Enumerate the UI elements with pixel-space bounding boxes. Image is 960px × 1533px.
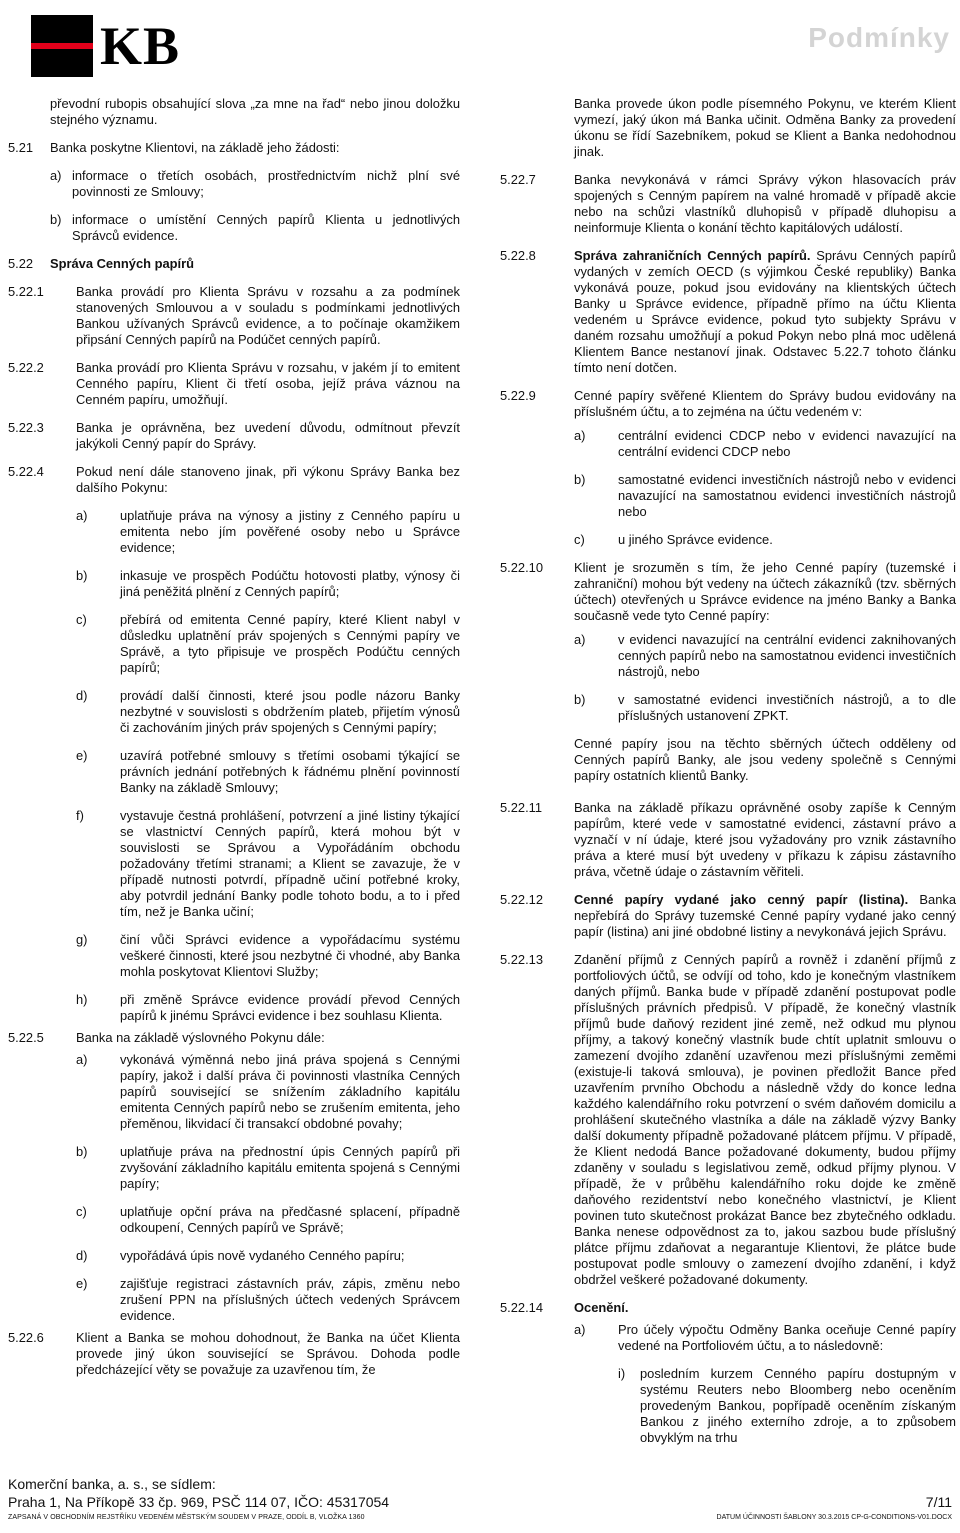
section-text: Cenné papíry svěřené Klientem do Správy budou evidovány na příslušném účtu, a to zejména na účtu vedeném v: (574, 388, 956, 419)
section-number: 5.22.6 (8, 1330, 44, 1345)
section-number: 5.22.5 (8, 1030, 44, 1045)
list-label: a) (574, 428, 586, 443)
page-header (0, 0, 960, 80)
section-number: 5.22.11 (500, 800, 543, 815)
list-item (76, 508, 460, 556)
list-item (574, 428, 956, 460)
section-text: Banka nevykonává v rámci Správy výkon hlasovacích práv spojených s Cenným papírem na valné hromadě v případě akcie nebo na schůzi vlastníků dluhopisů v případě dluhopisu a neinformuje Klienta o konání těchto kapitálových událostí. (574, 172, 956, 235)
list-item (76, 1052, 460, 1132)
list-text: při změně Správce evidence provádí převod Cenných papírů k jinému Správci evidence i bez souhlasu Klienta. (120, 992, 460, 1023)
section-text: Banka provádí pro Klienta Správu v rozsahu, v jakém jí to emitent Cenného papíru, Klient či třetí osoba, jejíž práva váznou na Cenném papíru, umožňují. (76, 360, 460, 407)
list-label: b) (50, 212, 62, 227)
section-text: Banka provádí pro Klienta Správu v rozsahu a za podmínek stanovených Smlouvou a v souladu s podmínkami jednotlivých Bankou užívaných Správců evidence, a to počínaje okamžikem připsání Cenných papírů na Podúčet cenných papírů. (76, 284, 460, 347)
list-text: uplatňuje práva na výnosy a jistiny z Cenného papíru u emitenta nebo jím pověřené osoby nebo u Správce evidence; (120, 508, 460, 555)
section-text: Banka je oprávněna, bez uvedení důvodu, odmítnout převzít jakýkoli Cenný papír do Správy. (76, 420, 460, 451)
list-text: posledním kurzem Cenného papíru dostupným v systému Reuters nebo Bloomberg nebo oceněním provedeným Bankou, popřípadě oceněním získaným Bankou z jiného externího zdroje, a to způsobem obvyklým na trhu (640, 1366, 956, 1445)
list-label: c) (76, 612, 87, 627)
list-item (50, 168, 460, 200)
list-item (76, 808, 460, 920)
header-title: Podmínky (808, 22, 950, 53)
list-label: a) (574, 632, 586, 647)
section-text-rest: Správu Cenných papírů vydaných v zemích OECD (s výjimkou České republiky) Banka vykonává pouze, pokud jsou evidovány na klientských účtech Banky u Správce evidence, případně přímo na účtu Klienta vedeném u Správce evidence, pokud tyto subjekty Správu v daném rozsahu umožňují a pokud Pokyn nebo plná moc udělená Klientem Bance nestanoví jinak. Odstavec 5.22.7 tohoto článku tímto není dotčen. (574, 248, 956, 375)
list-label: a) (76, 1052, 88, 1067)
section-number: 5.22.12 (500, 892, 544, 907)
list-item (50, 212, 460, 244)
footer-registry: ZAPSANÁ V OBCHODNÍM REJSTŘÍKU VEDENÉM MĚSTSKÝM SOUDEM V PRAZE, ODDÍL B, VLOŽKA 1360 (8, 1514, 365, 1521)
section-number: 5.22.13 (500, 952, 544, 967)
list-item (76, 748, 460, 796)
list-label: e) (76, 748, 88, 763)
section-number: 5.22.3 (8, 420, 44, 435)
list-item (574, 532, 956, 548)
list-text: inkasuje ve prospěch Podúčtu hotovosti platby, výnosy či jiná peněžitá plnění z Cenných papírů; (120, 568, 460, 599)
section-5-22-8 (500, 248, 956, 376)
kb-logo-icon (31, 15, 93, 77)
section-5-22-7 (500, 172, 956, 236)
section-bold-lead: Cenné papíry vydané jako cenný papír (listina). (574, 892, 909, 907)
section-5-22-9 (500, 388, 956, 420)
list-text: v samostatné evidenci investičních nástrojů, a to dle příslušných ustanovení ZPKT. (618, 692, 956, 723)
section-heading: Správa Cenných papírů (50, 256, 194, 271)
section-5-22-1 (8, 284, 460, 348)
list-text: vystavuje čestná prohlášení, potvrzení a jiné listiny týkající se vlastnictví Cenných papírů, která mohou být v souvislosti se Správou a Vypořádáním obchodu požadovány třetími stranami; a Klient se zavazuje, že v případě nutnosti potvrdí, případně učiní potřebné kroky, aby potvrdil jednání Banky podle tohoto bodu, a to i před tím, než je Banka učiní; (120, 808, 460, 919)
list-item (574, 1322, 956, 1354)
left-column (8, 96, 460, 1390)
left-intro: převodní rubopis obsahující slova „za mne na řad“ nebo jinou doložku stejného významu. (50, 96, 460, 127)
list-item (76, 612, 460, 676)
list-label: b) (76, 1144, 88, 1159)
list-text: informace o umístění Cenných papírů Klienta u jednotlivých Správců evidence. (72, 212, 460, 243)
section-number: 5.22.7 (500, 172, 536, 187)
list-text: přebírá od emitenta Cenné papíry, které Klient nabyl v důsledku uplatnění práv spojených s Cennými papíry ve Správě, a tyto připisuje ve prospěch Podúčtu cenných papírů; (120, 612, 460, 675)
list-label: f) (76, 808, 84, 823)
right-column (500, 96, 956, 1458)
list-text: Pro účely výpočtu Odměny Banka oceňuje Cenné papíry vedené na Portfoliovém účtu, a to následovně: (618, 1322, 956, 1353)
section-number: 5.22.1 (8, 284, 44, 299)
list-text: činí vůči Správci evidence a vypořádacímu systému veškeré činnosti, které jsou nezbytné či vhodné, aby Banka mohla poskytovat Klientovi Služby; (120, 932, 460, 979)
list-item (76, 568, 460, 600)
list-label: e) (76, 1276, 88, 1291)
list-label: d) (76, 1248, 88, 1263)
list-text: uzavírá potřebné smlouvy s třetími osobami týkající se právních jednání potřebných k řádnému plnění povinností Banky na základě Smlouvy; (120, 748, 460, 795)
section-5-22-5 (8, 1030, 460, 1046)
section-5-22-12 (500, 892, 956, 940)
section-5-22-14 (500, 1300, 956, 1316)
section-number: 5.22 (8, 256, 34, 271)
list-text: uplatňuje opční práva na předčasné splacení, případně odkoupení, Cenných papírů ve Správě; (120, 1204, 460, 1235)
list-item (618, 1366, 956, 1446)
section-text: Banka na základě příkazu oprávněné osoby zapíše k Cenným papírům, které vede v samostatné evidenci, zástavní právo a vyznačí v ní údaje, které jsou vyžadovány pro vznik zástavního práva a které musí být uvedeny v příkazu k zápisu zástavního práva, včetně údaje o zástavním věřiteli. (574, 800, 956, 879)
list-label: a) (574, 1322, 586, 1337)
list-text: vykonává výměnná nebo jiná práva spojená s Cennými papíry, jakož i další práva či povinnosti vlastníka Cenných papírů související se snížením základního kapitálu emitenta Cenných papírů nebo se zrušením emitenta, jeho přeměnou, likvidací či transakcí obdobné povahy; (120, 1052, 460, 1131)
section-text: Pokud není dále stanoveno jinak, při výkonu Správy Banka bez dalšího Pokynu: (76, 464, 460, 495)
section-5-22-6 (8, 1330, 460, 1378)
section-number: 5.22.14 (500, 1300, 544, 1315)
list-label: a) (76, 508, 88, 523)
list-item (76, 932, 460, 980)
list-label: g) (76, 932, 88, 947)
section-number: 5.22.4 (8, 464, 44, 479)
section-text: Klient je srozuměn s tím, že jeho Cenné papíry (tuzemské i zahraniční) mohou být vedeny na účtech zákazníků (tzv. sběrných účtech) otevřených u Správce evidence na jméno Banky a Banka současně vede tyto Cenné papíry: (574, 560, 956, 623)
list-text: u jiného Správce evidence. (618, 532, 773, 547)
page-footer (8, 1476, 952, 1522)
section-text (574, 892, 956, 940)
section-number: 5.22.8 (500, 248, 536, 263)
list-label: b) (574, 472, 586, 487)
list-item (76, 1204, 460, 1236)
list-item (76, 1248, 460, 1264)
footer-company: Komerční banka, a. s., se sídlem: (8, 1476, 216, 1492)
list-label: c) (76, 1204, 87, 1219)
list-text: provádí další činnosti, které jsou podle názoru Banky nezbytné v souvislosti s obdržením plateb, přijetím výnosů či zachováním jiných práv spojených s Cennými papíry; (120, 688, 460, 735)
list-label: b) (574, 692, 586, 707)
template-date: DATUM ÚČINNOSTI ŠABLONY 30.3.2015 CP-G-CONDITIONS-V01.DOCX (716, 1514, 952, 1521)
section-5-22-10-after: Cenné papíry jsou na těchto sběrných účtech odděleny od Cenných papírů Banky, ale jsou vedeny společně s Cennými papíry ostatních klientů Banky. (574, 736, 956, 783)
section-text: Zdanění příjmů z Cenných papírů a rovněž i zdanění příjmů z portfoliových účtů, se odvíjí od toho, kdo je konečným vlastníkem daných příjmů. Banka bude v případě zdanění postupovat podle příslušných právních předpisů. V případě, že konečný vlastník příjmů bude daňový rezident jiné země, než odkud mu plynou příjmy, a takový konečný vlastník bude chtít uplatnit smlouvu o zamezení dvojího zdanění uzavřenou mezi příslušnými zeměmi (existuje-li taková smlouva), je povinen předložit Bance před uzavřením prvního Obchodu a následně vždy do konce ledna každého kalendářního roku potvrzení o svém daňovém domicilu a prohlášení skutečného vlastníka a dále na základě výzvy Banky další dokumenty případně požadované plátcem příjmu. V případě, že Klient nedodá Bance požadované dokumenty, budou příjmy zdaněny v souladu s legislativou země, odkud příjmy plynou. V případě, že v průběhu kalendářního roku dojde ke změně daňového rezidentství nebo konečného vlastnictví, je Klient povinen tuto skutečnost prokázat Bance bez zbytečného odkladu. Banka nenese odpovědnost za to, jakou sazbou bude příslušný plátce příjmu zdaňovat a negarantuje Klientovi, že plátce bude postupovat podle smlouvy o zamezení dvojího zdanění, i když obdržel veškeré požadované dokumenty. (574, 952, 956, 1287)
footer-address: Praha 1, Na Příkopě 33 čp. 969, PSČ 114 07, IČO: 45317054 (8, 1494, 390, 1510)
list-label: c) (574, 532, 585, 547)
section-5-22-11 (500, 800, 956, 880)
section-text: Banka na základě výslovného Pokynu dále: (76, 1030, 325, 1045)
list-text: uplatňuje práva na přednostní úpis Cenných papírů při zvyšování základního kapitálu emitenta spojená s Cennými papíry; (120, 1144, 460, 1191)
section-5-22-2 (8, 360, 460, 408)
section-number: 5.22.10 (500, 560, 544, 575)
list-text: informace o třetích osobách, prostřednictvím nichž plní své povinnosti ze Smlouvy; (72, 168, 460, 199)
section-5-22-3 (8, 420, 460, 452)
section-5-22-heading (8, 256, 460, 272)
list-label: a) (50, 168, 62, 183)
section-5-22-13 (500, 952, 956, 1288)
right-intro: Banka provede úkon podle písemného Pokynu, ve kterém Klient vymezí, jaký úkon má Banka učinit. Odměna Banky za provedení úkonu se řídí Sazebníkem, pokud se Klient a Banka nedohodnou jinak. (574, 96, 956, 159)
section-5-22-10 (500, 560, 956, 624)
list-text: samostatné evidenci investičních nástrojů nebo v evidenci navazující na samostatnou evidenci investičních nástrojů nebo (618, 472, 956, 519)
list-item (76, 688, 460, 736)
section-text-rest: Banka nepřebírá do Správy tuzemské Cenné papíry vydané jako cenný papír (listina) ani jiné obdobné listiny a nevykonává jejich Správu. (574, 892, 956, 939)
section-text: Klient a Banka se mohou dohodnout, že Banka na účet Klienta provede jiný úkon související se Správou. Dohoda podle předcházející věty se považuje za uzavřenou tím, že (76, 1330, 460, 1377)
list-label: i) (618, 1366, 626, 1381)
section-text: Banka poskytne Klientovi, na základě jeho žádosti: (50, 140, 340, 155)
section-heading: Ocenění. (574, 1300, 629, 1315)
section-5-22-4 (8, 464, 460, 496)
section-5-21 (8, 140, 460, 156)
list-text: zajišťuje registraci zástavních práv, zápis, změnu nebo zrušení PPN na příslušných účtech vedených Správcem evidence. (120, 1276, 460, 1323)
section-bold-lead: Správa zahraničních Cenných papírů. (574, 248, 811, 263)
section-number: 5.22.9 (500, 388, 536, 403)
list-text: vypořádává úpis nově vydaného Cenného papíru; (120, 1248, 405, 1263)
list-text: centrální evidenci CDCP nebo v evidenci navazující na centrální evidenci CDCP nebo (618, 428, 956, 459)
page-number: 7/11 (925, 1494, 952, 1510)
section-number: 5.21 (8, 140, 34, 155)
list-label: d) (76, 688, 88, 703)
list-item (574, 472, 956, 520)
list-item (76, 992, 460, 1024)
list-text: v evidenci navazující na centrální evidenci zaknihovaných cenných papírů nebo na samostatnou evidenci investičních nástrojů, nebo (618, 632, 956, 679)
list-item (574, 692, 956, 724)
list-label: b) (76, 568, 88, 583)
section-text (574, 248, 956, 376)
section-number: 5.22.2 (8, 360, 44, 375)
list-item (76, 1276, 460, 1324)
list-label: h) (76, 992, 88, 1007)
kb-logo-text: KB (100, 16, 181, 76)
list-item (76, 1144, 460, 1192)
list-item (574, 632, 956, 680)
